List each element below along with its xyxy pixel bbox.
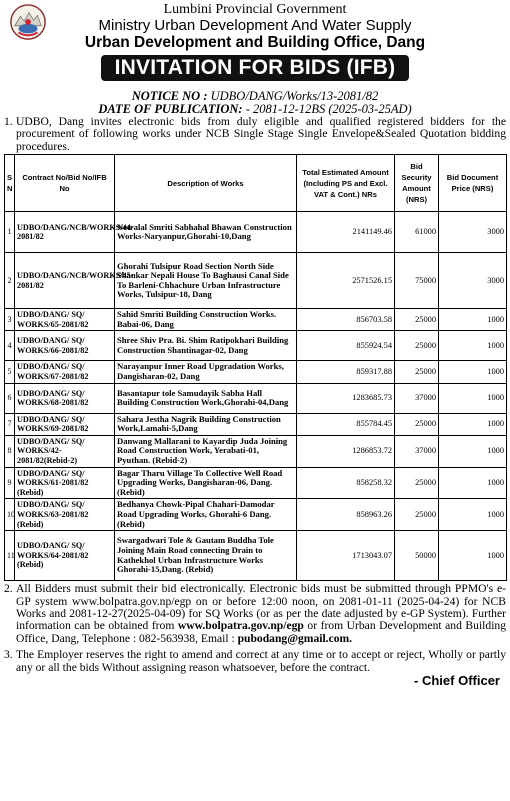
row-document-price: 1000 [439, 361, 507, 383]
row-contract-no: UDBO/DANG/ SQ/ WORKS/67-2081/82 [15, 361, 115, 383]
paragraph-2-number: 2. [4, 582, 13, 596]
row-bid-security: 50000 [395, 531, 439, 581]
row-document-price: 1000 [439, 435, 507, 467]
row-sn: 11 [5, 531, 15, 581]
row-description: Sahid Smriti Building Construction Works. Babai-06, Dang [115, 309, 297, 331]
table-row [5, 413, 507, 435]
paragraph-2-text-after: or from Urban Development and Building Office, Dang, Telephone : 082-563938, Email : [16, 619, 507, 645]
government-name: Lumbini Provincial Government [163, 2, 347, 17]
row-contract-no: UDBO/DANG/NCB/WORKS/44-2081/82 [15, 212, 115, 253]
row-bid-security: 37000 [395, 435, 439, 467]
table-row [5, 361, 507, 383]
row-description: Bagar Tharu Village To Collective Well Road Upgrading Works, Dangisharan-06, Dang. (Rebid) [115, 467, 297, 499]
notice-label: NOTICE NO : [131, 89, 208, 103]
row-sn: 7 [5, 413, 15, 435]
row-estimated-amount: 858258.32 [297, 467, 395, 499]
row-document-price: 1000 [439, 331, 507, 361]
header-contract-no: Contract No/Bid No/IFB No [15, 155, 115, 212]
row-contract-no: UDBO/DANG/ SQ/ WORKS/63-2081/82 (Rebid) [15, 499, 115, 531]
table-header-row [5, 155, 507, 212]
row-bid-security: 25000 [395, 413, 439, 435]
table-row [5, 212, 507, 253]
publication-date-value: - 2081-12-12BS (2025-03-25AD) [245, 102, 412, 116]
row-estimated-amount: 1713043.07 [297, 531, 395, 581]
row-bid-security: 25000 [395, 467, 439, 499]
row-description: Sahara Jestha Nagrik Building Construction Work,Lamahi-5,Dang [115, 413, 297, 435]
row-description: Ghorahi Tulsipur Road Section North Side Shankar Nepali House To Baghausi Canal Side To Barleni-Chhachure Urban Infrastructure Works, Tulsipur-18, Dang [115, 253, 297, 309]
paragraph-2-text: All Bidders must submit their bid electronically. Electronic bids must be submitted through PPMO's e-GP system www.bolpatra.gov.np/egp on or before 12:00 noon, on 2081-01-11 (2025-04-24) for NCB Works and 2081-12-27(2025-04-09) for SQ Works (or as per the date adjusted by e-GP System). Further information can be obtained from [16, 582, 506, 633]
table-row [5, 435, 507, 467]
row-description: Narayanpur Inner Road Upgradation Works, Dangisharan-02, Dang [115, 361, 297, 383]
paragraph-1 [4, 116, 506, 153]
row-sn: 9 [5, 467, 15, 499]
paragraph-3-text: The Employer reserves the right to amend and correct at any time or to accept or reject, Wholly or partly any or all the bids Without assigning reason whatsoever, before the contract. [16, 648, 506, 674]
row-bid-security: 25000 [395, 361, 439, 383]
row-sn: 5 [5, 361, 15, 383]
row-document-price: 1000 [439, 383, 507, 413]
row-estimated-amount: 1283685.73 [297, 383, 395, 413]
row-contract-no: UDBO/DANG/ SQ/ WORKS/69-2081/82 [15, 413, 115, 435]
chief-officer-signature: - Chief Officer [414, 672, 500, 688]
row-document-price: 1000 [439, 531, 507, 581]
header-sn: S N [5, 155, 15, 212]
row-sn: 1 [5, 212, 15, 253]
header-bid-security: Bid Security Amount (NRS) [395, 155, 439, 212]
row-contract-no: UDBO/DANG/ SQ/ WORKS/61-2081/82 (Rebid) [15, 467, 115, 499]
row-sn: 6 [5, 383, 15, 413]
row-estimated-amount: 855784.45 [297, 413, 395, 435]
works-table [4, 154, 507, 581]
paragraph-1-text: UDBO, Dang invites electronic bids from duly eligible and qualified registered bidders for the procurement of following works under NCB Single Stage Single Envelope&Sealed Quotation bidding procedures. [16, 115, 506, 153]
header-description: Description of Works [115, 155, 297, 212]
row-contract-no: UDBO/DANG/ SQ/ WORKS/42-2081/82(Rebid-2) [15, 435, 115, 467]
row-estimated-amount: 859317.88 [297, 361, 395, 383]
row-bid-security: 25000 [395, 331, 439, 361]
row-document-price: 3000 [439, 212, 507, 253]
header-document-price: Bid Document Price (NRS) [439, 155, 507, 212]
row-bid-security: 61000 [395, 212, 439, 253]
ifb-title-banner: INVITATION FOR BIDS (IFB) [101, 55, 410, 81]
table-row [5, 331, 507, 361]
publication-date-label: DATE OF PUBLICATION: [98, 102, 243, 116]
row-estimated-amount: 855924.54 [297, 331, 395, 361]
table-row [5, 383, 507, 413]
row-sn: 3 [5, 309, 15, 331]
row-description: Swargadwari Tole & Gautam Buddha Tole Joining Main Road connecting Drain to Kathekhol Urban Infrastructure Works Ghorahi-15,Dang. (Rebid) [115, 531, 297, 581]
row-sn: 8 [5, 435, 15, 467]
paragraph-3-number: 3. [4, 648, 13, 662]
row-document-price: 1000 [439, 413, 507, 435]
notice-value: UDBO/DANG/Works/13-2081/82 [210, 89, 379, 103]
row-contract-no: UDBO/DANG/ SQ/ WORKS/64-2081/82 (Rebid) [15, 531, 115, 581]
table-row [5, 253, 507, 309]
row-sn: 10 [5, 499, 15, 531]
paragraph-3 [4, 649, 506, 674]
ministry-name: Ministry Urban Development And Water Supply [98, 17, 412, 34]
row-description: Shree Shiv Pra. Bi. Shim Ratipokhari Building Construction Shantinagar-02, Dang [115, 331, 297, 361]
row-bid-security: 25000 [395, 309, 439, 331]
row-description: Basantapur tole Samudayik Sabha Hall Building Construction Work,Ghorahi-04,Dang [115, 383, 297, 413]
row-contract-no: UDBO/DANG/NCB/WORKS/45-2081/82 [15, 253, 115, 309]
row-sn: 4 [5, 331, 15, 361]
table-row [5, 499, 507, 531]
row-estimated-amount: 856703.58 [297, 309, 395, 331]
row-estimated-amount: 2141149.46 [297, 212, 395, 253]
header-estimated-amount: Total Estimated Amount (Including PS and Excl. VAT & Cont.) NRs [297, 155, 395, 212]
notice-header [4, 0, 506, 90]
row-document-price: 1000 [439, 309, 507, 331]
row-estimated-amount: 1286853.72 [297, 435, 395, 467]
row-contract-no: UDBO/DANG/ SQ/ WORKS/65-2081/82 [15, 309, 115, 331]
contact-email[interactable]: pubodang@gmail.com. [237, 631, 353, 645]
row-description: Danwang Mallarani to Kayardip Juda Joining Road Construction Work, Yerabati-01, Pyuthan. (Rebid-2) [115, 435, 297, 467]
row-contract-no: UDBO/DANG/ SQ/ WORKS/66-2081/82 [15, 331, 115, 361]
table-row [5, 309, 507, 331]
paragraph-1-number: 1. [4, 115, 13, 128]
table-row [5, 467, 507, 499]
row-document-price: 1000 [439, 499, 507, 531]
office-name: Urban Development and Building Office, Dang [84, 34, 426, 51]
row-document-price: 1000 [439, 467, 507, 499]
row-bid-security: 75000 [395, 253, 439, 309]
bolpatra-link[interactable]: www.bolpatra.gov.np/egp [177, 619, 304, 633]
row-bid-security: 37000 [395, 383, 439, 413]
table-row [5, 531, 507, 581]
row-estimated-amount: 2571526.15 [297, 253, 395, 309]
row-document-price: 3000 [439, 253, 507, 309]
row-estimated-amount: 858963.26 [297, 499, 395, 531]
nepal-emblem-icon [9, 3, 47, 41]
row-bid-security: 25000 [395, 499, 439, 531]
paragraph-2 [4, 583, 506, 645]
row-contract-no: UDBO/DANG/ SQ/ WORKS/68-2081/82 [15, 383, 115, 413]
row-sn: 2 [5, 253, 15, 309]
row-description: Bedhanya Chowk-Pipal Chahari-Damodar Road Upgrading Works, Ghorahi-6 Dang. (Rebid) [115, 499, 297, 531]
row-description: Netralal Smriti Sabhahal Bhawan Construction Works-Naryanpur,Ghorahi-10,Dang [115, 212, 297, 253]
